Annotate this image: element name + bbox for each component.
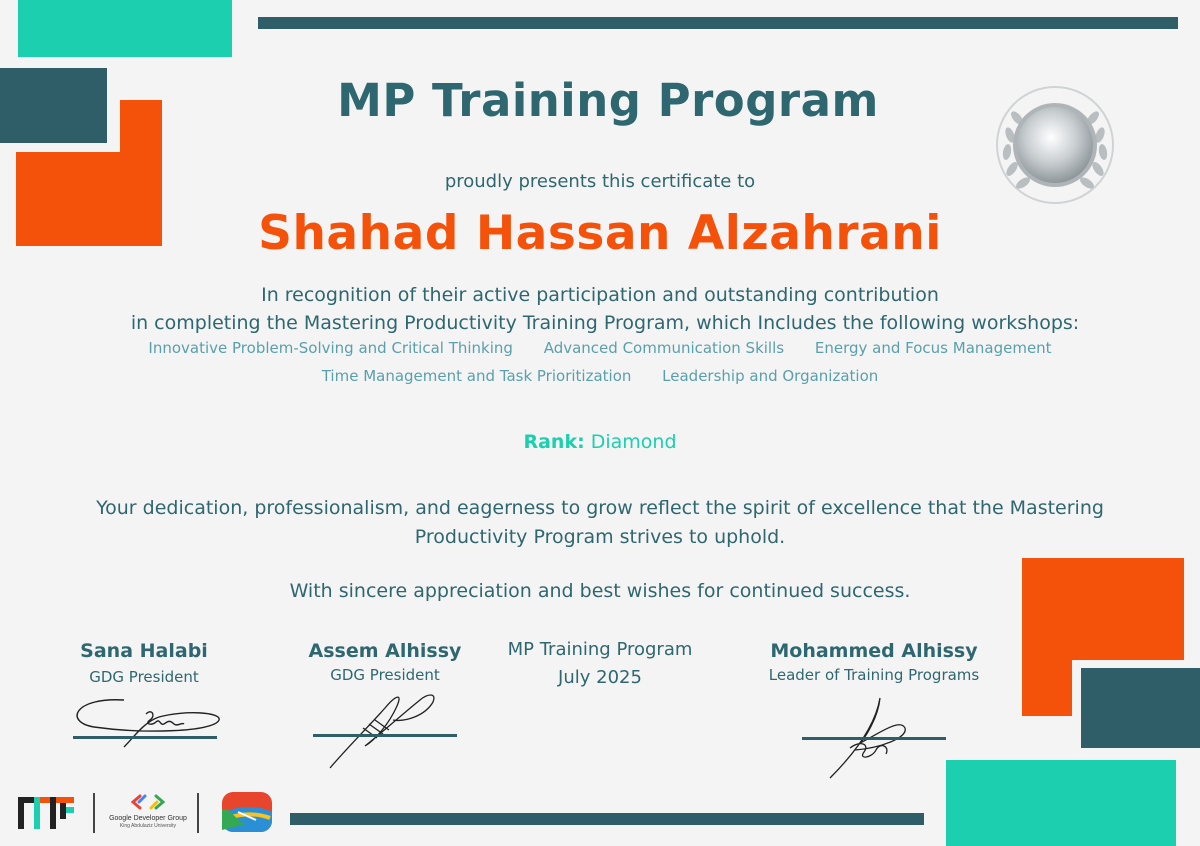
appreciation-text: With sincere appreciation and best wishes for continued success. xyxy=(289,580,911,602)
signature-line-3 xyxy=(802,737,946,740)
gdg-logo-icon xyxy=(131,794,165,810)
partner-logo-icon xyxy=(220,790,274,834)
decor-teal-bottom-right xyxy=(946,760,1176,846)
program-name: MP Training Program xyxy=(507,639,693,660)
workshops-row-1 xyxy=(0,339,1200,357)
mp-logo-icon xyxy=(16,793,78,833)
signature-3 xyxy=(820,688,920,783)
workshop-item: Innovative Problem-Solving and Critical Thinking xyxy=(148,339,513,357)
signatory-name: Assem Alhissy xyxy=(308,640,462,662)
decor-outline-top-left xyxy=(10,0,240,65)
top-bar xyxy=(258,17,1178,29)
signatory-2 xyxy=(285,640,485,684)
signature-line-1 xyxy=(73,736,217,739)
dedication-text: Your dedication, professionalism, and eagerness to grow reflect the spirit of excellence that the Mastering Productivity Program strives to uphold. xyxy=(96,497,1104,548)
signatory-3 xyxy=(748,640,1000,684)
gdg-university: King Abdulaziz University xyxy=(119,823,177,829)
signatory-name: Sana Halabi xyxy=(80,640,208,662)
signature-line-2 xyxy=(313,734,457,737)
program-date-block xyxy=(480,636,720,692)
gdg-logo xyxy=(104,794,192,834)
workshop-item: Leadership and Organization xyxy=(662,367,879,385)
presents-text: proudly presents this certificate to xyxy=(444,171,756,192)
signatory-role: GDG President xyxy=(330,666,440,684)
rank-value: Diamond xyxy=(590,431,677,453)
rank-label: Rank: xyxy=(523,431,585,453)
workshop-item: Advanced Communication Skills xyxy=(543,339,785,357)
certificate-title: MP Training Program xyxy=(337,74,879,127)
signatory-role: GDG President xyxy=(89,668,199,686)
recognition-line-1: In recognition of their active participation and outstanding contribution xyxy=(261,284,939,306)
recipient-name: Shahad Hassan Alzahrani xyxy=(258,206,942,261)
signatory-1 xyxy=(44,640,244,686)
logo-divider xyxy=(93,793,95,833)
gdg-name: Google Developer Group xyxy=(109,815,187,822)
logo-divider xyxy=(197,793,199,833)
workshop-item: Energy and Focus Management xyxy=(814,339,1052,357)
signatory-role: Leader of Training Programs xyxy=(768,666,980,684)
signature-2 xyxy=(325,680,445,775)
signatory-name: Mohammed Alhissy xyxy=(770,640,978,662)
workshops-row-2 xyxy=(0,367,1200,385)
program-date: July 2025 xyxy=(558,667,642,688)
rank-line xyxy=(0,431,1200,453)
bottom-bar xyxy=(290,813,924,825)
decor-dark-bottom-right xyxy=(1081,668,1200,748)
recognition-line-2: in completing the Mastering Productivity Training Program, which Includes the following workshops: xyxy=(130,312,1080,334)
signature-1 xyxy=(64,692,234,752)
workshop-item: Time Management and Task Prioritization xyxy=(321,367,632,385)
